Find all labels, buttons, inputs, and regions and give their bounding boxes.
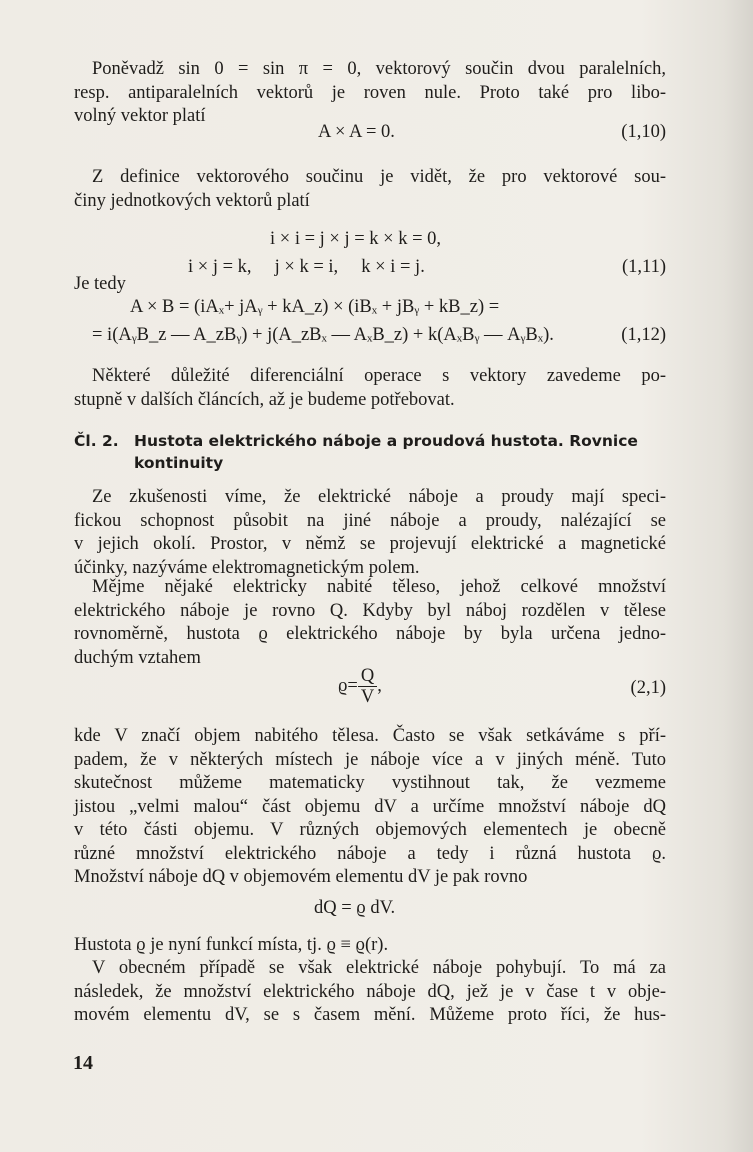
- equation-number-1-12: (1,12): [621, 325, 666, 345]
- text-je-tedy: Je tedy: [74, 274, 126, 294]
- paragraph-differential-operations: [74, 365, 666, 412]
- section-title-line-1: Hustota elektrického náboje a proudová hustota. Rovnice: [134, 432, 638, 450]
- equation-number-1-10: (1,10): [621, 122, 666, 142]
- equation-1-10: A × A = 0.: [318, 122, 395, 142]
- equation-2-1-tail: ,: [377, 675, 382, 696]
- section-number: Čl. 2.: [74, 432, 119, 450]
- text-line: elektrického náboje je rovno Q. Kdyby byl náboj rozdělen v tělese: [74, 600, 666, 621]
- paragraph-vector-product-zero: [74, 58, 666, 129]
- equation-dq: dQ = ϱ dV.: [314, 898, 396, 918]
- equation-number-2-1: (2,1): [630, 678, 666, 698]
- text-line: Z definice vektorového součinu je vidět, že pro vektorové sou-: [92, 167, 666, 187]
- text-line: V obecném případě se však elektrické náboje pohybují. To má za: [92, 958, 666, 978]
- text-line: fickou schopnost působit na jiné náboje a proudy, nalézající se: [74, 510, 666, 531]
- text-line: různé množství elektrického náboje a tedy i různá hustota ϱ.: [74, 843, 666, 864]
- text-line: následek, že množství elektrického náboje dQ, jež je v čase t v obje-: [74, 981, 666, 1002]
- equation-1-11-line-1: i × i = j × j = k × k = 0,: [270, 229, 442, 249]
- text-line: v této části objemu. V různých objemových elementech je obecně: [74, 820, 666, 840]
- equation-1-12-line-1: A × B = (iAₓ+ jAᵧ + kA_z) × (iBₓ + jBᵧ + kB_z) =: [130, 297, 500, 317]
- equation-1-12-line-2: = i(AᵧB_z — A_zBᵧ) + j(A_zBₓ — AₓB_z) + k(AₓBᵧ — AᵧBₓ).: [92, 325, 554, 345]
- equation-2-1: [338, 666, 382, 707]
- paragraph-volume-element: [74, 725, 666, 890]
- text-line: Některé důležité diferenciální operace s vektory zavedeme po-: [92, 366, 666, 386]
- section-title-line-2: kontinuity: [134, 454, 224, 472]
- text-line: volný vektor platí: [74, 106, 206, 126]
- equation-1-11-line-2: i × j = k, j × k = i, k × i = j.: [188, 257, 425, 277]
- text-line: Poněvadž sin 0 = sin π = 0, vektorový součin dvou paralelních,: [92, 59, 666, 79]
- denominator: V: [360, 687, 375, 707]
- text-line: rovnoměrně, hustota ϱ elektrického náboje by byla určena jedno-: [74, 624, 666, 644]
- text-line: movém elementu dV, se s časem mění. Můžeme proto říci, že hus-: [74, 1005, 666, 1025]
- equation-2-1-lhs: ϱ=: [338, 675, 358, 696]
- text-line: činy jednotkových vektorů platí: [74, 190, 310, 211]
- text-line: Mějme nějaké elektricky nabité těleso, jehož celkové množství: [92, 577, 666, 597]
- section-heading: [74, 430, 674, 474]
- text-line: stupně v dalších článcích, až je budeme potřebovat.: [74, 389, 455, 410]
- paragraph-density-function: Hustota ϱ je nyní funkcí místa, tj. ϱ ≡ ϱ(r).: [74, 935, 389, 955]
- paragraph-charged-body: [74, 576, 666, 670]
- text-line: resp. antiparalelních vektorů je roven nule. Proto také pro libo-: [74, 82, 666, 103]
- numerator: Q: [358, 666, 377, 687]
- text-line: duchým vztahem: [74, 647, 201, 668]
- text-line: v jejich okolí. Prostor, v němž se projevují elektrické a magnetické: [74, 534, 666, 554]
- equation-number-1-11: (1,11): [621, 257, 666, 277]
- paragraph-moving-charges: [74, 957, 666, 1028]
- page-number: 14: [73, 1052, 93, 1074]
- text-line: Množství náboje dQ v objemovém elementu dV je pak rovno: [74, 867, 528, 887]
- text-line: skutečnost můžeme matematicky vystihnout tak, že vezmeme: [74, 773, 666, 793]
- text-line: jistou „velmi malou“ část objemu dV a určíme množství náboje dQ: [74, 796, 666, 817]
- paragraph-unit-vectors: [74, 166, 666, 213]
- text-line: Ze zkušenosti víme, že elektrické náboje a proudy mají speci-: [92, 487, 666, 507]
- fraction: [358, 666, 377, 707]
- paragraph-experience: [74, 486, 666, 580]
- text-line: padem, že v některých místech je nábojе více a v jiných méně. Tuto: [74, 749, 666, 770]
- text-line: kde V značí objem nabitého tělesa. Často se však setkáváme s pří-: [74, 726, 666, 746]
- text-line: účinky, nazýváme elektromagnetickým polem.: [74, 557, 420, 578]
